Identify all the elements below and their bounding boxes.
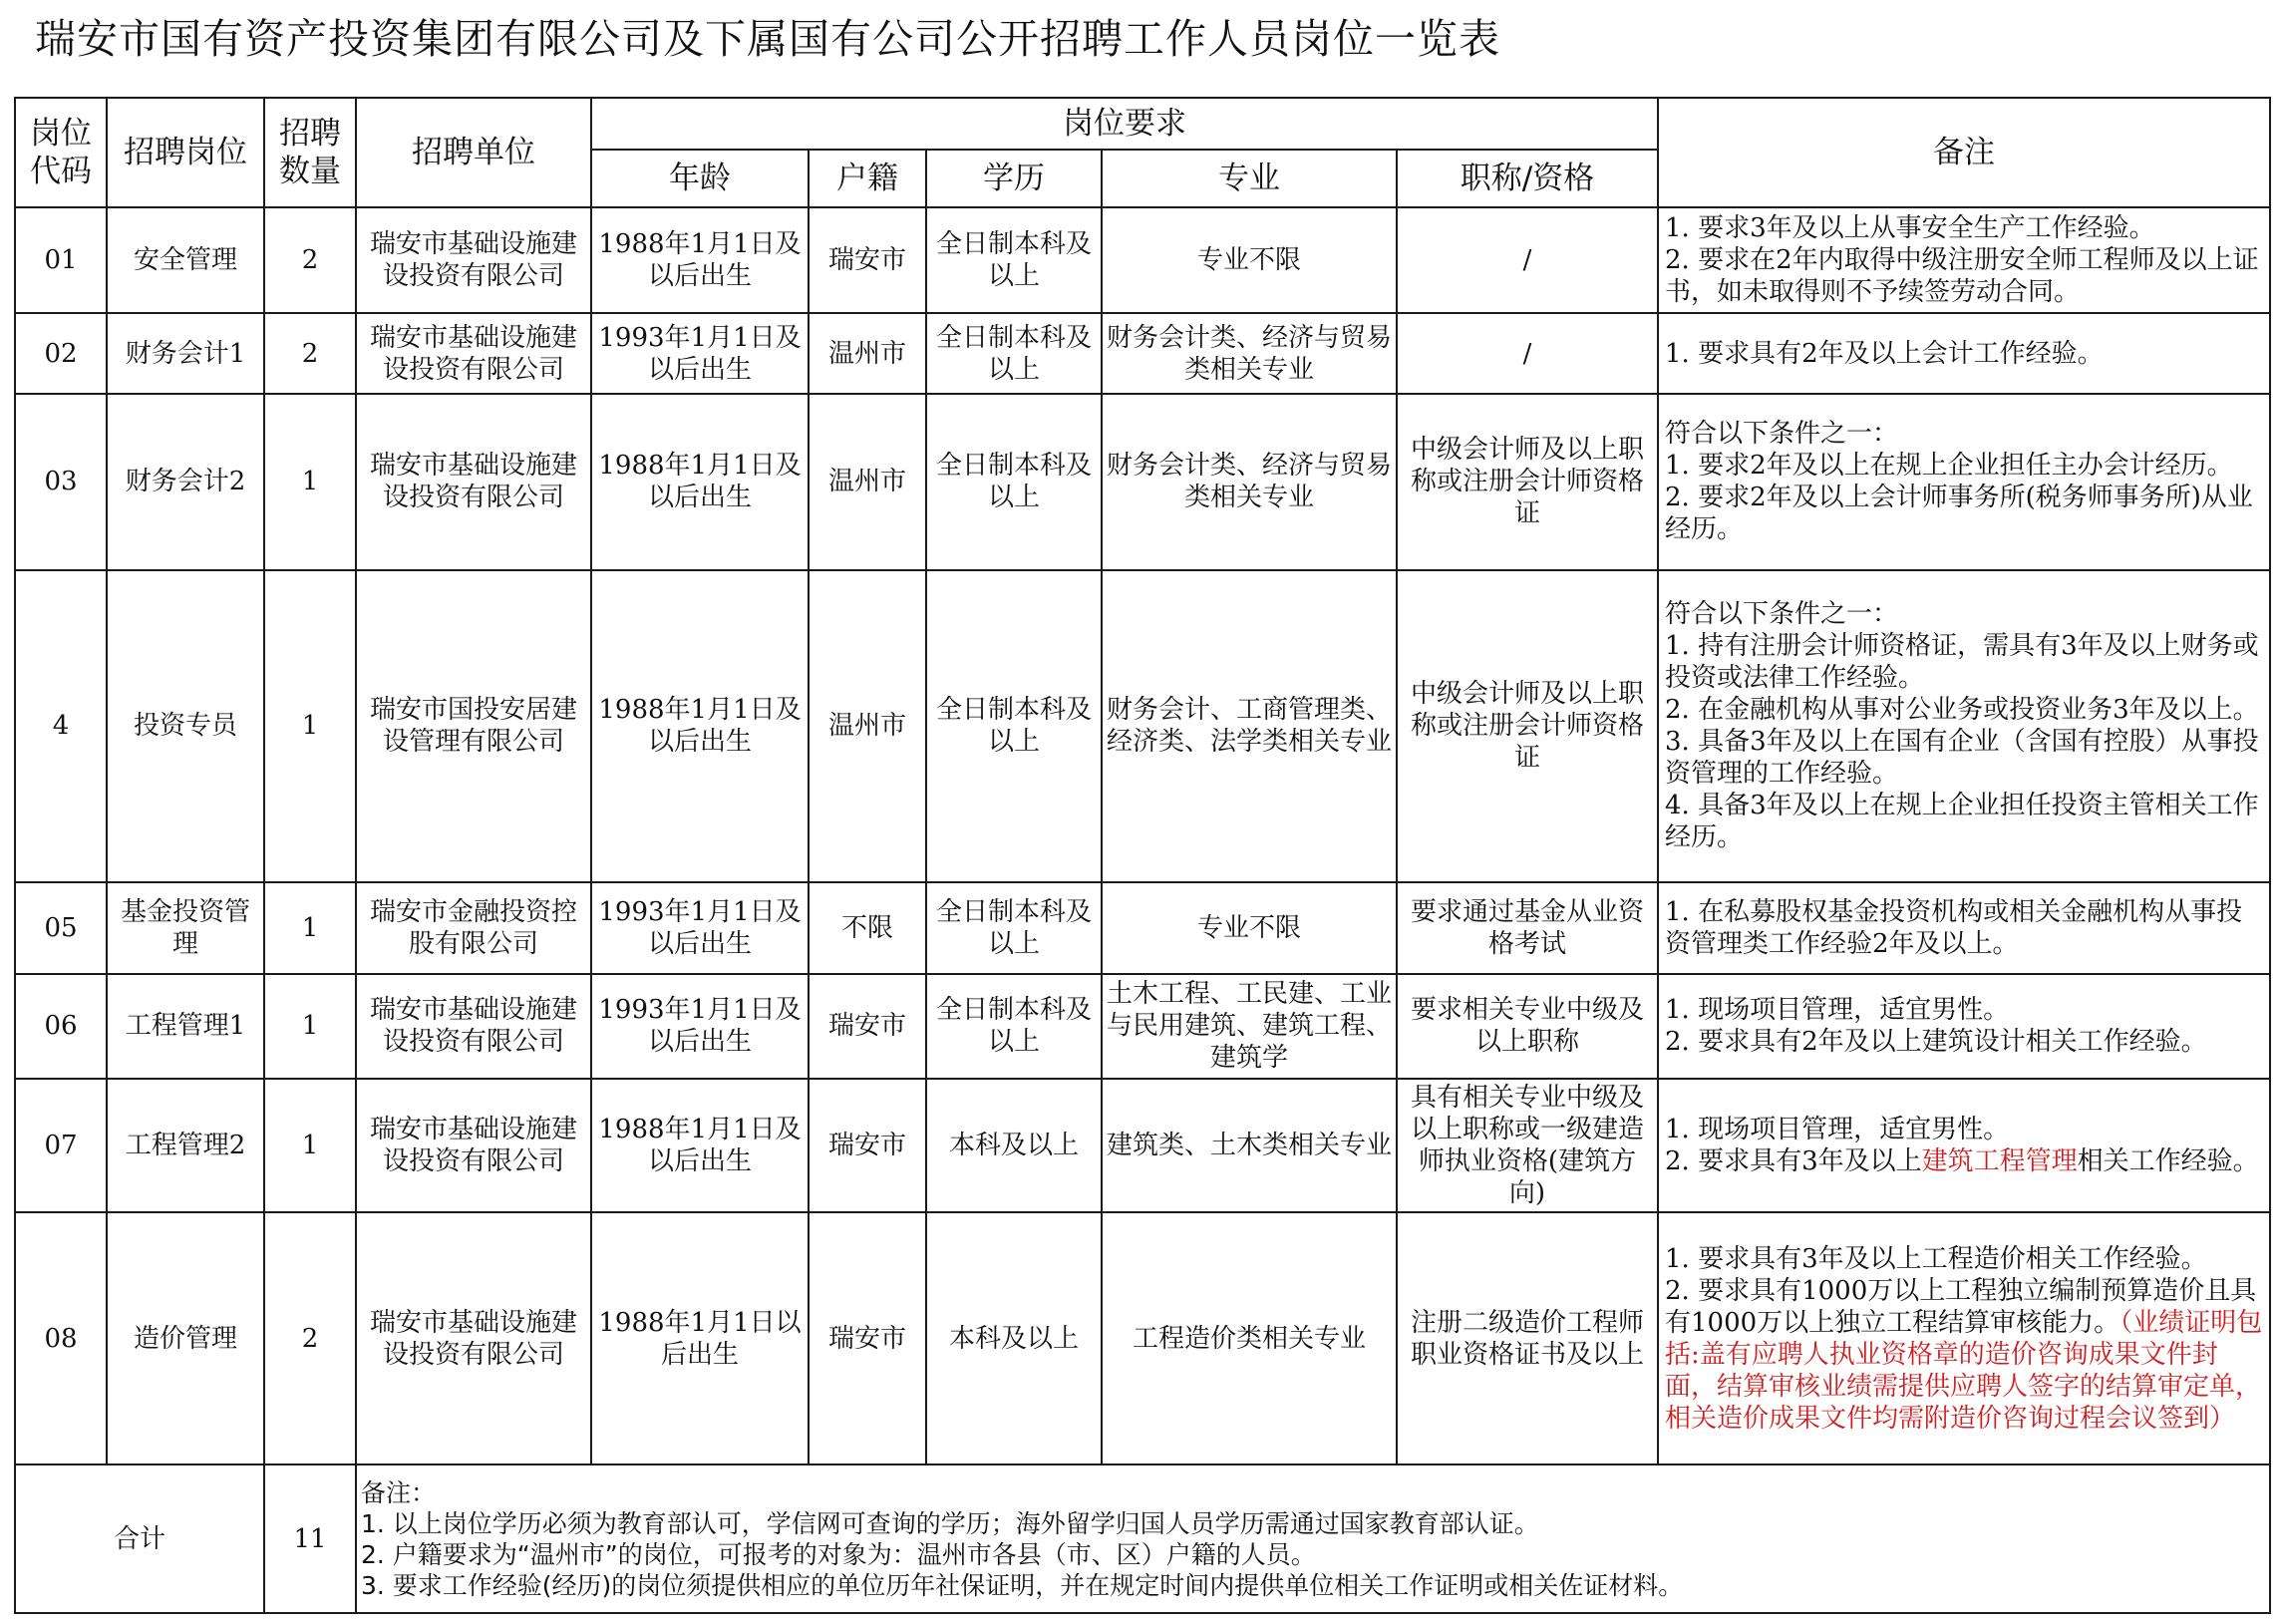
table-row [15,882,2270,974]
footer-notes-title: 备注： [361,1477,437,1507]
total-row [15,1464,2270,1613]
note-line: 2. 要求具有2年及以上建筑设计相关工作经验。 [1665,1027,2207,1058]
cell-hukou: 瑞安市 [809,1079,926,1213]
cell-count: 1 [264,1079,356,1213]
total-label: 合计 [15,1464,264,1613]
table-row [15,1079,2270,1213]
cell-qualification: 中级会计师及以上职称或注册会计师资格证 [1397,570,1658,882]
header-position: 招聘岗位 [107,98,264,207]
cell-count: 2 [264,1212,356,1464]
cell-code: 08 [15,1212,107,1464]
note-line: 1. 在私募股权基金投资机构或相关金融机构从事投资管理类工作经验2年及以上。 [1665,897,2243,960]
cell-unit: 瑞安市基础设施建设投资有限公司 [356,1079,591,1213]
cell-qualification: 具有相关专业中级及以上职称或一级建造师执业资格(建筑方向) [1397,1079,1658,1213]
cell-code: 06 [15,974,107,1078]
cell-unit: 瑞安市基础设施建设投资有限公司 [356,207,591,313]
cell-position: 工程管理2 [107,1079,264,1213]
header-code: 岗位代码 [15,98,107,207]
cell-qualification: 中级会计师及以上职称或注册会计师资格证 [1397,394,1658,570]
cell-major: 工程造价类相关专业 [1102,1212,1397,1464]
header-count: 招聘数量 [264,98,356,207]
note-text: 2. 要求具有1000万以上工程独立编制预算造价且具有1000万以上独立工程结算审核能力。 [1665,1275,2257,1338]
cell-hukou: 瑞安市 [809,974,926,1078]
cell-unit: 瑞安市基础设施建设投资有限公司 [356,1212,591,1464]
cell-count: 2 [264,313,356,393]
cell-age: 1993年1月1日及以后出生 [591,882,809,974]
highlighted-text: 建筑工程管理 [1921,1145,2078,1176]
cell-qualification: 要求通过基金从业资格考试 [1397,882,1658,974]
note-line: 1. 要求2年及以上在规上企业担任主办会计经历。 [1665,451,2233,482]
cell-age: 1988年1月1日及以后出生 [591,394,809,570]
cell-unit: 瑞安市基础设施建设投资有限公司 [356,313,591,393]
cell-code: 05 [15,882,107,974]
cell-hukou: 温州市 [809,313,926,393]
table-row [15,207,2270,313]
table-row [15,570,2270,882]
cell-major: 财务会计类、经济与贸易类相关专业 [1102,313,1397,393]
note-line [1665,1145,2265,1177]
note-line: 1. 持有注册会计师资格证，需具有3年及以上财务或投资或法律工作经验。 [1665,631,2259,694]
cell-position: 投资专员 [107,570,264,882]
cell-major: 财务会计、工商管理类、经济类、法学类相关专业 [1102,570,1397,882]
cell-age: 1988年1月1日及以后出生 [591,207,809,313]
cell-count: 2 [264,207,356,313]
footer-note-line: 3. 要求工作经验(经历)的岗位须提供相应的单位历年社保证明，并在规定时间内提供单位相关工作证明或相关佐证材料。 [361,1570,1684,1600]
cell-major: 专业不限 [1102,882,1397,974]
header-qualification: 职称/资格 [1397,150,1658,207]
cell-age: 1988年1月1日以后出生 [591,1212,809,1464]
cell-education: 本科及以上 [926,1212,1102,1464]
note-line: 2. 要求在2年内取得中级注册安全师工程师及以上证书，如未取得则不予续签劳动合同。 [1665,245,2259,308]
table-row [15,313,2270,393]
cell-education: 全日制本科及以上 [926,313,1102,393]
cell-unit: 瑞安市基础设施建设投资有限公司 [356,974,591,1078]
page-title: 瑞安市国有资产投资集团有限公司及下属国有公司公开招聘工作人员岗位一览表 [35,15,1500,63]
note-line: 1. 要求具有3年及以上工程造价相关工作经验。 [1665,1243,2207,1274]
note-line: 符合以下条件之一： [1665,419,1899,450]
header-education: 学历 [926,150,1102,207]
cell-hukou: 瑞安市 [809,207,926,313]
cell-notes [1658,394,2270,570]
cell-major: 财务会计类、经济与贸易类相关专业 [1102,394,1397,570]
cell-notes [1658,207,2270,313]
cell-position: 基金投资管理 [107,882,264,974]
cell-code: 4 [15,570,107,882]
note-line: 1. 要求3年及以上从事安全生产工作经验。 [1665,213,2155,244]
cell-unit: 瑞安市国投安居建设管理有限公司 [356,570,591,882]
cell-major: 专业不限 [1102,207,1397,313]
cell-qualification: 要求相关专业中级及以上职称 [1397,974,1658,1078]
cell-notes [1658,974,2270,1078]
note-line: 2. 要求2年及以上会计师事务所(税务师事务所)从业经历。 [1665,483,2253,545]
note-line: 2. 在金融机构从事对公业务或投资业务3年及以上。 [1665,695,2259,726]
cell-hukou: 不限 [809,882,926,974]
note-line: 1. 现场项目管理，适宜男性。 [1665,995,2010,1026]
cell-education: 全日制本科及以上 [926,974,1102,1078]
note-line: 3. 具备3年及以上在国有企业（含国有控股）从事投资管理的工作经验。 [1665,727,2259,790]
cell-education: 全日制本科及以上 [926,207,1102,313]
cell-unit: 瑞安市金融投资控股有限公司 [356,882,591,974]
cell-count: 1 [264,570,356,882]
cell-code: 07 [15,1079,107,1213]
cell-notes [1658,313,2270,393]
header-notes: 备注 [1658,98,2270,207]
cell-count: 1 [264,394,356,570]
footer-note-line: 2. 户籍要求为“温州市”的岗位，可报考的对象为：温州市各县（市、区）户籍的人员。 [361,1539,1316,1569]
header-hukou: 户籍 [809,150,926,207]
cell-major: 建筑类、土木类相关专业 [1102,1079,1397,1213]
cell-age: 1988年1月1日及以后出生 [591,570,809,882]
cell-hukou: 温州市 [809,570,926,882]
cell-notes [1658,882,2270,974]
table-row [15,394,2270,570]
cell-qualification: / [1397,207,1658,313]
footer-note-line: 1. 以上岗位学历必须为教育部认可，学信网可查询的学历；海外留学归国人员学历需通过国家教育部认证。 [361,1508,1539,1538]
total-count: 11 [264,1464,356,1613]
cell-education: 全日制本科及以上 [926,882,1102,974]
cell-education: 全日制本科及以上 [926,570,1102,882]
cell-code: 01 [15,207,107,313]
table-row [15,974,2270,1078]
cell-notes [1658,1079,2270,1213]
note-line: 1. 现场项目管理，适宜男性。 [1665,1114,2010,1144]
cell-unit: 瑞安市基础设施建设投资有限公司 [356,394,591,570]
cell-age: 1993年1月1日及以后出生 [591,974,809,1078]
cell-education: 全日制本科及以上 [926,394,1102,570]
note-text: 相关工作经验。 [2077,1145,2259,1176]
footer-notes [356,1464,2270,1613]
cell-code: 02 [15,313,107,393]
note-text: 2. 要求具有3年及以上 [1665,1145,1922,1176]
cell-age: 1993年1月1日及以后出生 [591,313,809,393]
cell-position: 财务会计2 [107,394,264,570]
highlighted-text: （业绩证明包括:盖有应聘人执业资格章的造价咨询成果文件封面，结算审核业绩需提供应聘人签字的结算审定单，相关造价成果文件均需附造价咨询过程会议签到） [1665,1307,2263,1434]
note-line: 1. 要求具有2年及以上会计工作经验。 [1665,338,2104,369]
cell-major: 土木工程、工民建、工业与民用建筑、建筑工程、建筑学 [1102,974,1397,1078]
cell-code: 03 [15,394,107,570]
cell-position: 安全管理 [107,207,264,313]
header-age: 年龄 [591,150,809,207]
cell-qualification: 注册二级造价工程师职业资格证书及以上 [1397,1212,1658,1464]
cell-position: 财务会计1 [107,313,264,393]
header-unit: 招聘单位 [356,98,591,207]
cell-count: 1 [264,882,356,974]
note-line: 符合以下条件之一： [1665,599,1899,630]
cell-hukou: 温州市 [809,394,926,570]
note-line: 4. 具备3年及以上在规上企业担任投资主管相关工作经历。 [1665,791,2259,853]
cell-count: 1 [264,974,356,1078]
cell-qualification: / [1397,313,1658,393]
cell-notes [1658,1212,2270,1464]
cell-position: 造价管理 [107,1212,264,1464]
header-major: 专业 [1102,150,1397,207]
cell-notes [1658,570,2270,882]
cell-age: 1988年1月1日及以后出生 [591,1079,809,1213]
table-row [15,1212,2270,1464]
recruitment-table [14,97,2271,1614]
cell-position: 工程管理1 [107,974,264,1078]
cell-hukou: 瑞安市 [809,1212,926,1464]
cell-education: 本科及以上 [926,1079,1102,1213]
header-requirements: 岗位要求 [591,98,1658,150]
